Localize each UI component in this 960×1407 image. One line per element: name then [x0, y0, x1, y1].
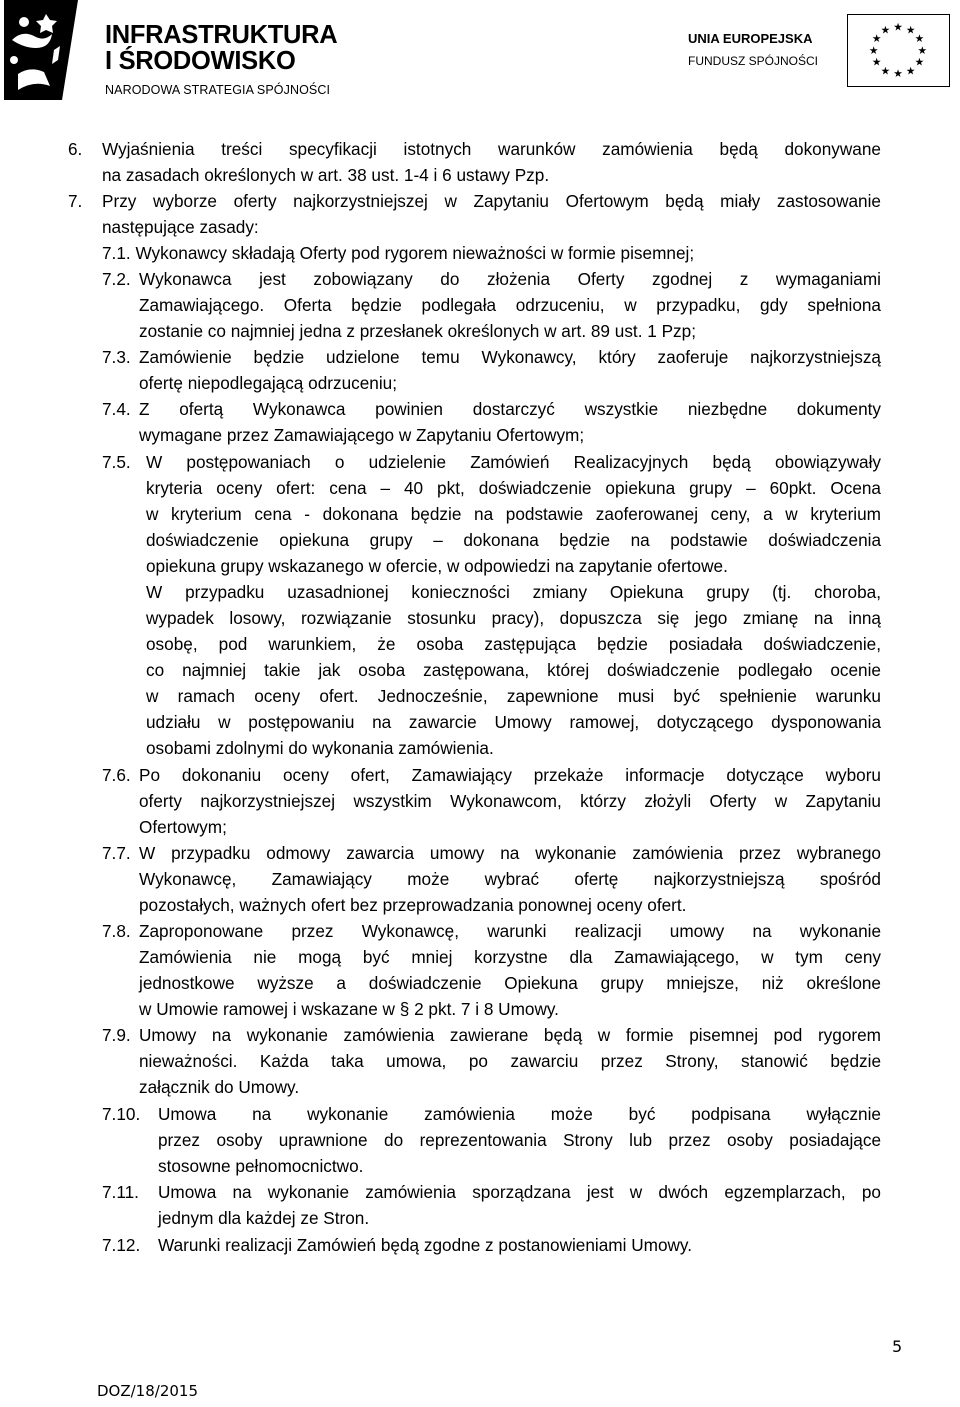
svg-text:★: ★ — [868, 43, 879, 57]
paragraph-line: przez osoby uprawnione do reprezentowania Strony lub przez osoby posiadające — [158, 1130, 881, 1150]
paragraph-line: Wyjaśnienia treści specyfikacji istotnych warunków zamówienia będą dokonywane — [102, 139, 881, 159]
paragraph-line: W postępowaniach o udzielenie Zamówień Realizacyjnych będą obowiązywały — [146, 452, 881, 472]
item-number: 7. — [68, 191, 83, 211]
paragraph-line: na zasadach określonych w art. 38 ust. 1-4 i 6 ustawy Pzp. — [102, 165, 550, 185]
item-number: 7.11. — [102, 1182, 139, 1202]
paragraph-line: zostanie co najmniej jedna z przesłanek określonych w art. 89 ust. 1 Pzp; — [139, 321, 696, 341]
logo-title-line1: INFRASTRUKTURA — [105, 21, 338, 49]
item-number: 7.2. — [102, 269, 131, 289]
logo-emblem-icon — [4, 0, 90, 100]
infrastruktura-logo — [4, 0, 349, 104]
paragraph-line: Wykonawcę, Zamawiający może wybrać ofertę najkorzystniejszą spośród — [139, 869, 881, 889]
paragraph-line: następujące zasady: — [102, 217, 259, 237]
svg-text:★: ★ — [893, 20, 903, 34]
paragraph-line: Umowa na wykonanie zamówienia może być podpisana wyłącznie — [158, 1104, 881, 1124]
paragraph-line: wymagane przez Zamawiającego w Zapytaniu Ofertowym; — [139, 425, 585, 445]
paragraph-line: nieważności. Każda taka umowa, po zawarciu przez Strony, stanowić będzie — [139, 1051, 881, 1071]
svg-text:★: ★ — [871, 55, 882, 69]
paragraph-line: Zamówienie będzie udzielone temu Wykonawcy, który zaoferuje najkorzystniejszą — [139, 347, 881, 367]
item-number: 7.3. — [102, 347, 131, 367]
paragraph-line: w kryterium cena - dokonana będzie na podstawie zaoferowanej ceny, a w kryterium — [146, 504, 881, 524]
paragraph-line: W przypadku uzasadnionej konieczności zmiany Opiekuna grupy (tj. choroba, — [146, 582, 881, 602]
paragraph-line: doświadczenie opiekuna grupy – dokonana będzie na podstawie doświadczenia — [146, 530, 881, 550]
item-number: 7.5. — [102, 452, 131, 472]
paragraph-line: jednym dla każdej ze Stron. — [158, 1208, 370, 1228]
item-number: 7.4. — [102, 399, 131, 419]
paragraph-line: ofertę niepodlegającą odrzuceniu; — [139, 373, 397, 393]
item-number: 7.6. — [102, 765, 131, 785]
item-number: 7.8. — [102, 921, 131, 941]
svg-text:★: ★ — [871, 32, 882, 46]
paragraph-line: Warunki realizacji Zamówień będą zgodne z postanowieniami Umowy. — [158, 1235, 693, 1255]
svg-text:★: ★ — [917, 43, 928, 57]
paragraph-line: oferty najkorzystniejszej wszystkim Wykonawcom, którzy złożyli Oferty w Zapytaniu — [139, 791, 881, 811]
paragraph-line: Zamawiającego. Oferta będzie podlegała odrzuceniu, w przypadku, gdy spełniona — [139, 295, 881, 315]
svg-text:★: ★ — [893, 67, 903, 81]
paragraph-line: załącznik do Umowy. — [139, 1077, 300, 1097]
paragraph-line: osobę, pod warunkiem, że osoba zastępująca będzie posiadała doświadczenie, — [146, 634, 881, 654]
item-number: 7.12. — [102, 1235, 141, 1255]
paragraph-line: Umowa na wykonanie zamówienia sporządzana jest w dwóch egzemplarzach, po — [158, 1182, 881, 1202]
paragraph-line: 7.1. Wykonawcy składają Oferty pod rygorem nieważności w formie pisemnej; — [102, 243, 695, 263]
paragraph-line: w ramach oceny ofert. Jednocześnie, zapewnione musi być spełnienie warunku — [146, 686, 881, 706]
eu-flag-icon — [847, 14, 950, 87]
svg-text:★: ★ — [905, 64, 916, 78]
item-number: 7.7. — [102, 843, 131, 863]
eu-title: UNIA EUROPEJSKA — [688, 31, 813, 46]
eu-logo — [688, 14, 950, 90]
logo-subtitle: NARODOWA STRATEGIA SPÓJNOŚCI — [105, 83, 331, 97]
page-number: 5 — [892, 1337, 903, 1356]
svg-text:★: ★ — [914, 55, 925, 69]
svg-text:★: ★ — [880, 23, 891, 37]
svg-text:★: ★ — [880, 64, 891, 78]
item-number: 7.10. — [102, 1104, 141, 1124]
paragraph-line: Z ofertą Wykonawca powinien dostarczyć wszystkie niezbędne dokumenty — [139, 399, 881, 419]
svg-text:★: ★ — [905, 23, 916, 37]
paragraph-line: W przypadku odmowy zawarcia umowy na wykonanie zamówienia przez wybranego — [139, 843, 881, 863]
paragraph-line: co najmniej takie jak osoba zastępowana, której doświadczenie podlegało ocenie — [146, 660, 881, 680]
eu-fund: FUNDUSZ SPÓJNOŚCI — [688, 54, 819, 68]
paragraph-line: Zamówienia nie mogą być mniej korzystne dla Zamawiającego, w tym ceny — [139, 947, 881, 967]
paragraph-line: Umowy na wykonanie zamówienia zawierane będą w formie pisemnej pod rygorem — [139, 1025, 881, 1045]
paragraph-line: jednostkowe wyższe a doświadczenie Opiekuna grupy mniejsze, niż określone — [139, 973, 881, 993]
paragraph-line: kryteria oceny ofert: cena – 40 pkt, doświadczenie opiekuna grupy – 60pkt. Ocena — [146, 478, 881, 498]
svg-text:★: ★ — [914, 32, 925, 46]
document-id: DOZ/18/2015 — [97, 1382, 199, 1400]
logo-title-line2: I ŚRODOWISKO — [105, 47, 296, 75]
item-number: 6. — [68, 139, 83, 159]
paragraph-line: opiekuna grupy wskazanego w ofercie, w odpowiedzi na zapytanie ofertowe. — [146, 556, 728, 576]
paragraph-line: stosowne pełnomocnictwo. — [158, 1156, 364, 1176]
paragraph-line: w Umowie ramowej i wskazane w § 2 pkt. 7 i 8 Umowy. — [139, 999, 559, 1019]
paragraph-line: Ofertowym; — [139, 817, 227, 837]
paragraph-line: Wykonawca jest zobowiązany do złożenia Oferty zgodnej z wymaganiami — [139, 269, 881, 289]
paragraph-line: osobami zdolnymi do wykonania zamówienia. — [146, 738, 494, 758]
item-number: 7.9. — [102, 1025, 131, 1045]
paragraph-line: Zaproponowane przez Wykonawcę, warunki realizacji umowy na wykonanie — [139, 921, 881, 941]
paragraph-line: Po dokonaniu oceny ofert, Zamawiający przekaże informacje dotyczące wyboru — [139, 765, 881, 785]
paragraph-line: udziału w postępowaniu na zawarcie Umowy ramowej, dotyczącego dysponowania — [146, 712, 881, 732]
logo-title — [105, 22, 337, 74]
paragraph-line: Przy wyborze oferty najkorzystniejszej w Zapytaniu Ofertowym będą miały zastosowanie — [102, 191, 881, 211]
paragraph-line: wypadek losowy, rozwiązanie stosunku pracy), dopuszcza się jego zmianę na inną — [146, 608, 881, 628]
paragraph-line: pozostałych, ważnych ofert bez przeprowadzania ponownej oceny ofert. — [139, 895, 687, 915]
